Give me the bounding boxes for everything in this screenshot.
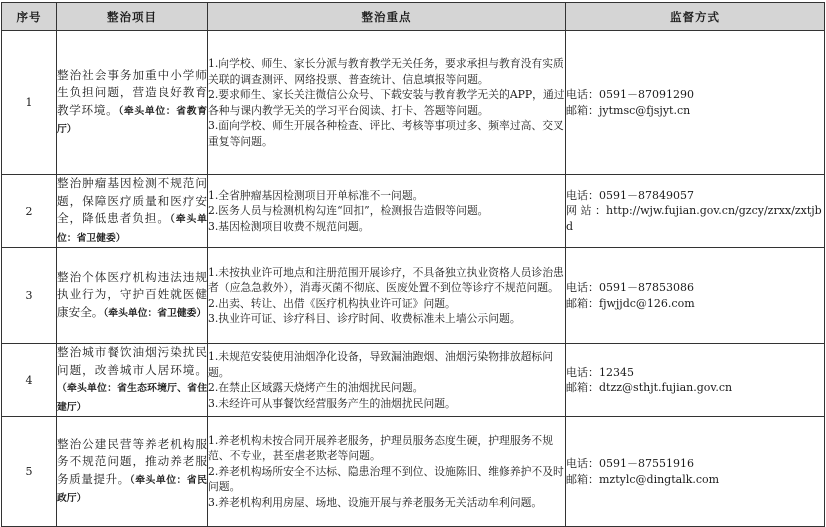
focus-point: 2.养老机构场所安全不达标、隐患治理不到位、设施陈旧、维修养护不及时问题。 bbox=[208, 464, 564, 494]
email-text: 邮箱：dtzz@sthjt.fujian.gov.cn bbox=[566, 381, 733, 394]
email-text: 邮箱：jytmsc@fjsjyt.cn bbox=[566, 103, 691, 117]
focus-point: 1.养老机构未按合同开展养老服务，护理员服务态度生硬，护理服务不规范、不专业，甚至虐老欺老等问题。 bbox=[208, 433, 554, 463]
table-row bbox=[2, 175, 825, 248]
focus-point: 3.执业许可证、诊疗科目、诊疗时间、收费标准未上墙公示问题。 bbox=[208, 312, 521, 325]
table-header-row bbox=[2, 3, 825, 31]
header-focus: 整治重点 bbox=[208, 3, 566, 31]
focus-point: 1.向学校、师生、家长分派与教育教学无关任务，要求承担与教育没有实质关联的调查测评、网络投票、普查统计、信息填报等问题。 bbox=[208, 57, 564, 86]
supervision-cell bbox=[566, 31, 825, 175]
supervision-cell bbox=[566, 344, 825, 417]
phone-text: 电话：0591－87091290 bbox=[566, 88, 694, 101]
focus-cell bbox=[208, 344, 566, 417]
table-row bbox=[2, 248, 825, 344]
focus-point: 3.未经许可从事餐饮经营服务产生的油烟扰民问题。 bbox=[208, 396, 456, 410]
focus-point: 2.医务人员与检测机构勾连“回扣”，检测报告造假等问题。 bbox=[208, 204, 489, 218]
lead-unit: （牵头单位：省教育厅） bbox=[57, 105, 207, 135]
header-supervision: 监督方式 bbox=[566, 3, 825, 31]
focus-cell bbox=[208, 175, 566, 248]
phone-text: 电话：12345 bbox=[566, 365, 634, 379]
focus-point: 2.出卖、转让、出借《医疗机构执业许可证》问题。 bbox=[208, 296, 456, 310]
supervision-cell bbox=[566, 417, 825, 527]
phone-text: 电话：0591－87853086 bbox=[566, 281, 694, 294]
focus-cell bbox=[208, 417, 566, 527]
focus-point: 2.在禁止区域露天烧烤产生的油烟扰民问题。 bbox=[208, 381, 424, 394]
website-link[interactable]: 网 站 ：http://wjw.fujian.gov.cn/gzcy/zrxx/zxtjbd bbox=[566, 204, 822, 233]
header-item: 整治项目 bbox=[57, 3, 208, 31]
focus-point: 2.要求师生、家长关注微信公众号、下载安装与教育教学无关的APP，通过各种与课内教学无关的学习平台阅读、打卡、答题等问题。 bbox=[208, 88, 565, 117]
row-number: 2 bbox=[2, 175, 57, 248]
item-text: 整治社会事务加重中小学师生负担问题，营造良好教育教学环境。 bbox=[57, 67, 207, 117]
lead-unit: （牵头单位：省卫健委） bbox=[57, 214, 207, 244]
table-row bbox=[2, 417, 825, 527]
item-cell bbox=[57, 31, 208, 175]
supervision-cell bbox=[566, 248, 825, 344]
email-text: 邮箱：mztylc@dingtalk.com bbox=[566, 472, 720, 486]
lead-unit: （牵头单位：省民政厅） bbox=[57, 474, 207, 504]
item-text: 整治城市餐饮油烟污染扰民问题，改善城市人居环境。 bbox=[57, 345, 207, 377]
item-text: 整治肿瘤基因检测不规范问题，保障医疗质量和医疗安全，降低患者负担。 bbox=[57, 176, 207, 225]
focus-point: 3.面向学校、师生开展各种检查、评比、考核等事项过多、频率过高、交叉重复等问题。 bbox=[208, 119, 564, 148]
focus-cell bbox=[208, 248, 566, 344]
focus-point: 3.基因检测项目收费不规范问题。 bbox=[208, 219, 370, 233]
item-cell bbox=[57, 248, 208, 344]
focus-cell bbox=[208, 31, 566, 175]
row-number: 3 bbox=[2, 248, 57, 344]
focus-point: 1.未规范安装使用油烟净化设备，导致漏油跑烟、油烟污染物排放超标问题。 bbox=[208, 350, 554, 379]
focus-point: 1.全省肿瘤基因检测项目开单标准不一问题。 bbox=[208, 188, 424, 202]
item-cell bbox=[57, 344, 208, 417]
rectification-table bbox=[1, 2, 825, 527]
lead-unit: （牵头单位：省卫健委） bbox=[103, 307, 207, 319]
focus-point: 3.养老机构利用房屋、场地、设施开展与养老服务无关活动牟利问题。 bbox=[208, 495, 543, 509]
item-text: 整治个体医疗机构违法违规执业行为，守护百姓就医健康安全。 bbox=[57, 269, 207, 319]
item-cell bbox=[57, 417, 208, 527]
row-number: 5 bbox=[2, 417, 57, 527]
row-number: 1 bbox=[2, 31, 57, 175]
item-cell bbox=[57, 175, 208, 248]
supervision-cell bbox=[566, 175, 825, 248]
lead-unit: （牵头单位：省生态环境厅、省住建厅） bbox=[57, 383, 207, 413]
email-text: 邮箱：fjwjjdc@126.com bbox=[566, 296, 695, 310]
focus-point: 1.未按执业许可地点和注册范围开展诊疗，不具备独立执业资格人员诊治患者（应急急救外），消毒灭菌不彻底、医废处置不到位等诊疗不规范问题。 bbox=[208, 265, 564, 294]
row-number: 4 bbox=[2, 344, 57, 417]
phone-text: 电话：0591－87849057 bbox=[566, 188, 694, 202]
item-text: 整治公建民营等养老机构服务不规范问题，推动养老服务质量提升。 bbox=[57, 436, 207, 486]
table-row bbox=[2, 31, 825, 175]
phone-text: 电话：0591－87551916 bbox=[566, 457, 694, 470]
header-seq: 序号 bbox=[2, 3, 57, 31]
table-row bbox=[2, 344, 825, 417]
